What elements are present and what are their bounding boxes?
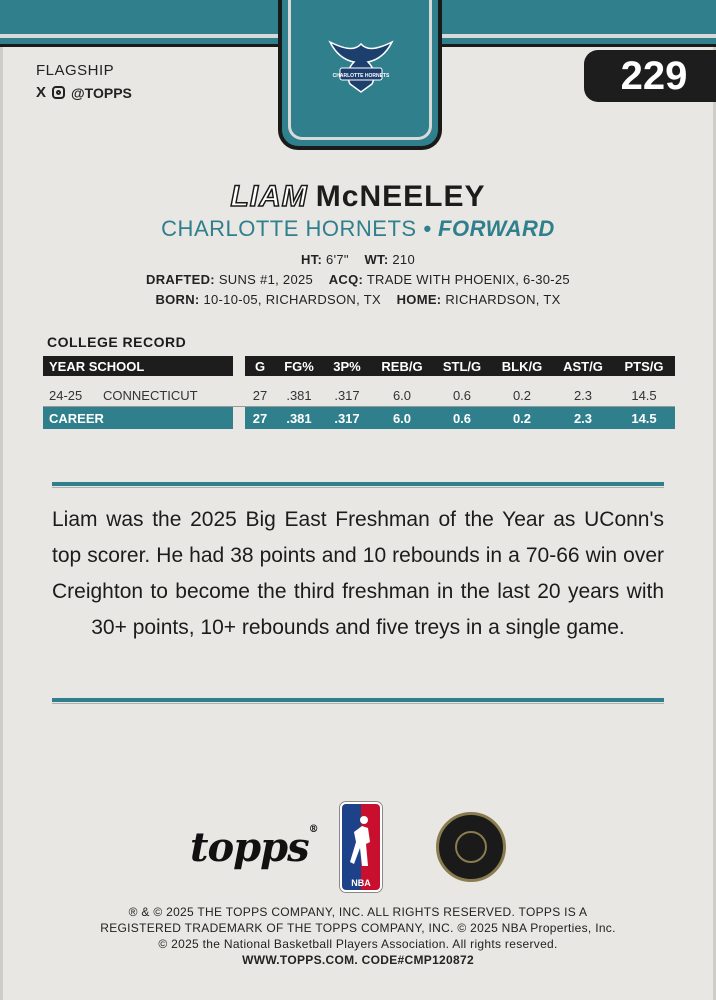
table-row — [43, 384, 675, 407]
player-blurb: Liam was the 2025 Big East Freshman of the Year as UConn's top scorer. He had 38 points and 10 rebounds in a 70-66 win over Creighton to become the third freshman in the last 20 years with 30+ points, 10+ rebounds and five treys in a single game. — [52, 508, 664, 639]
instagram-icon — [52, 86, 65, 99]
season-g: 27 — [252, 387, 268, 403]
career-g: 27 — [252, 410, 268, 426]
header-ast: AST/G — [563, 358, 603, 374]
legal-line-3: © 2025 the National Basketball Players Association. All rights reserved. — [158, 937, 558, 951]
season-reb: 6.0 — [392, 387, 412, 403]
brand-line: FLAGSHIP — [36, 62, 115, 79]
card-number: 229 — [584, 50, 716, 102]
height-label: HT: — [301, 252, 323, 267]
drafted-label: DRAFTED: — [146, 272, 215, 287]
header-year-school: YEAR SCHOOL — [49, 358, 145, 374]
nbpa-logo-icon — [436, 812, 506, 882]
season-3p: .317 — [334, 387, 360, 403]
table-row-career — [43, 407, 675, 429]
career-reb: 6.0 — [392, 410, 412, 426]
acq-label: ACQ: — [328, 272, 364, 287]
social-row — [36, 84, 132, 101]
born-value: 10-10-05, RICHARDSON, TX — [203, 292, 381, 307]
header-fg: FG% — [284, 358, 314, 374]
nba-logo-icon — [340, 802, 382, 892]
season-school: CONNECTICUT — [103, 387, 198, 403]
header-stl: STL/G — [442, 358, 482, 374]
career-stl: 0.6 — [452, 410, 472, 426]
nba-silhouette-icon — [348, 814, 374, 870]
player-first-name: LIAM — [230, 180, 308, 213]
career-label: CAREER — [49, 410, 104, 426]
drafted-value: SUNS #1, 2025 — [218, 272, 314, 287]
header-blk: BLK/G — [501, 358, 543, 374]
header-g: G — [254, 358, 266, 374]
height-value: 6'7" — [326, 252, 349, 267]
hornet-logo-icon — [324, 38, 398, 96]
team-logo-text: CHARLOTTE HORNETS — [332, 73, 390, 79]
home-label: HOME: — [396, 292, 442, 307]
career-pts: 14.5 — [631, 410, 657, 426]
topps-reg-mark: ® — [308, 824, 318, 835]
college-record-table — [43, 356, 675, 429]
acq-value: TRADE WITH PHOENIX, 6-30-25 — [366, 272, 570, 287]
legal-line-2: REGISTERED TRADEMARK OF THE TOPPS COMPANY, INC. © 2025 NBA Properties, Inc. — [100, 921, 616, 935]
player-last-name: McNEELEY — [315, 180, 486, 213]
position-separator: • — [423, 216, 432, 241]
weight-value: 210 — [392, 252, 415, 267]
header-pts: PTS/G — [624, 358, 664, 374]
season-blk: 0.2 — [512, 387, 532, 403]
season-ast: 2.3 — [573, 387, 593, 403]
season-year: 24-25 — [49, 387, 83, 403]
topps-logo — [190, 824, 318, 871]
team-position-line — [0, 216, 716, 242]
x-icon: X — [36, 84, 47, 101]
weight-label: WT: — [364, 252, 389, 267]
player-name — [0, 180, 716, 214]
born-label: BORN: — [155, 292, 200, 307]
divider-top — [52, 482, 664, 486]
bio-line-born — [0, 292, 716, 307]
player-position: FORWARD — [438, 216, 555, 241]
topps-logo-text: topps — [190, 824, 309, 871]
season-stl: 0.6 — [452, 387, 472, 403]
legal-line-1: ® & © 2025 THE TOPPS COMPANY, INC. ALL RIGHTS RESERVED. TOPPS IS A — [128, 905, 588, 919]
career-ast: 2.3 — [573, 410, 593, 426]
home-value: RICHARDSON, TX — [445, 292, 561, 307]
career-fg: .381 — [286, 410, 312, 426]
team-logo-panel — [278, 0, 442, 150]
header-3p: 3P% — [333, 358, 361, 374]
bio-line-draft — [0, 272, 716, 287]
legal-line-4: WWW.TOPPS.COM. CODE#CMP120872 — [242, 953, 474, 967]
career-3p: .317 — [334, 410, 360, 426]
season-fg: .381 — [286, 387, 312, 403]
header-reb: REB/G — [381, 358, 423, 374]
bio-line-physical — [0, 252, 716, 267]
team-name: CHARLOTTE HORNETS — [161, 216, 417, 241]
season-pts: 14.5 — [631, 387, 657, 403]
social-handle: @TOPPS — [71, 84, 132, 101]
basketball-icon — [455, 831, 487, 863]
career-blk: 0.2 — [512, 410, 532, 426]
divider-bottom — [52, 698, 664, 702]
nba-logo-text: NBA — [351, 878, 371, 888]
table-header-row — [43, 356, 675, 376]
college-record-title: COLLEGE RECORD — [47, 334, 187, 350]
